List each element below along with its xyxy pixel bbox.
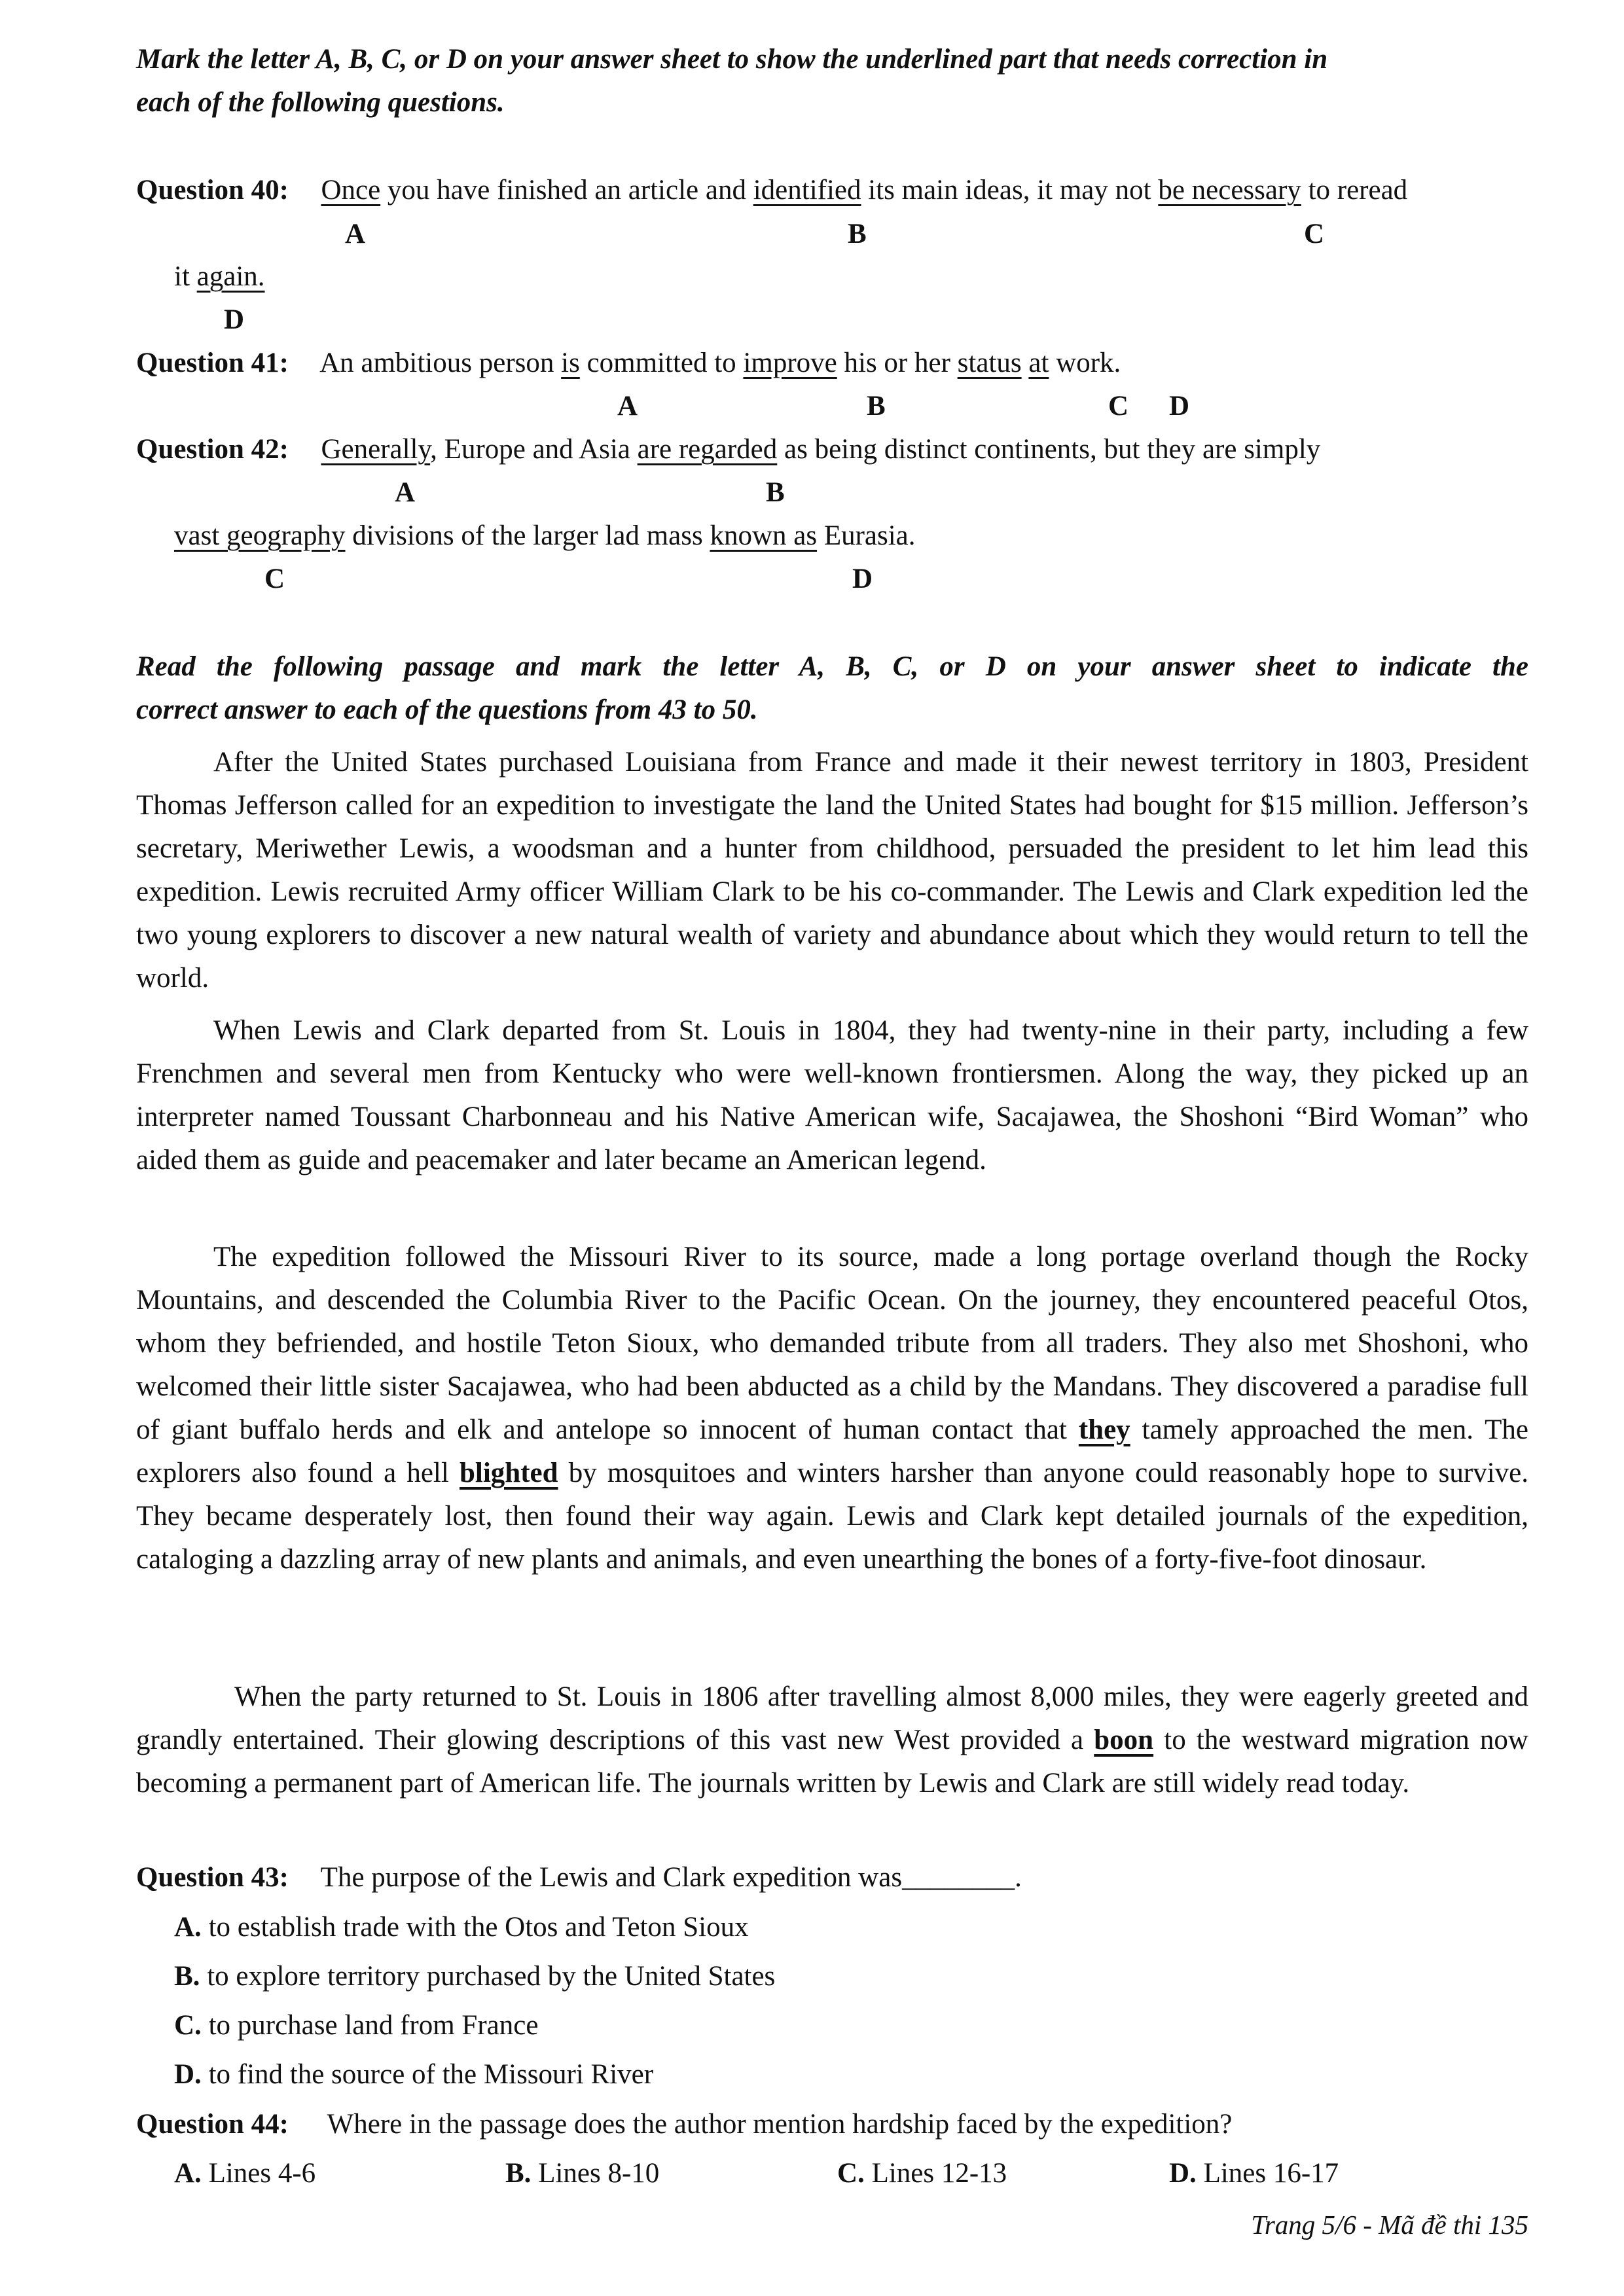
q41-letter-c: C [1108, 391, 1129, 422]
option-text: to find the source of the Missouri River [201, 2059, 654, 2090]
passage-text: to the westward migration now becoming a permanent part of American life. The journals written by Lewis and Clark are still widely read today. [136, 1725, 1528, 1799]
question-41-label: Question 41: [136, 348, 289, 378]
q42-option-d-text[interactable]: known as [710, 520, 818, 551]
q41-option-d-text[interactable]: at [1028, 348, 1049, 378]
passage-paragraph-4 [136, 1676, 1528, 1805]
option-text: Lines 16-17 [1196, 2158, 1339, 2189]
q41-option-b-text[interactable]: improve [743, 348, 837, 378]
option-text: to establish trade with the Otos and Teton Sioux [201, 1912, 749, 1943]
q42-option-b-text[interactable]: are regarded [637, 434, 778, 465]
question-42 [136, 428, 1320, 471]
q41-letter-b: B [867, 391, 886, 422]
option-letter: A. [174, 1912, 202, 1943]
q40-option-b-text[interactable]: identified [753, 175, 861, 206]
q43-option-a[interactable] [174, 1906, 749, 1949]
highlighted-word-boon: boon [1094, 1725, 1154, 1755]
q41-option-a-text[interactable]: is [561, 348, 580, 378]
question-44-text: Where in the passage does the author mention hardship faced by the expedition? [327, 2109, 1233, 2140]
q41-letter-d: D [1169, 391, 1190, 422]
option-letter: B. [174, 1961, 200, 1992]
q40-text: it [174, 261, 197, 292]
option-text: Lines 8-10 [531, 2158, 660, 2189]
passage-text: tamely approached the men. The explorers also found a hell [136, 1414, 1529, 1488]
question-43 [136, 1856, 1022, 1899]
q41-text: work. [1049, 348, 1121, 378]
q40-text: you have finished an article and [380, 175, 753, 206]
q42-text: as being distinct continents, but they are simply [777, 434, 1321, 465]
q43-option-d[interactable] [174, 2053, 653, 2096]
q41-text: committed to [579, 348, 744, 378]
option-letter: C. [837, 2158, 865, 2189]
q40-letter-b: B [848, 219, 867, 249]
q41-text: his or her [837, 348, 958, 378]
q40-letter-a: A [345, 219, 366, 249]
q42-text: Eurasia. [817, 520, 916, 551]
q42-letter-d: D [852, 564, 873, 594]
option-letter: D. [1169, 2158, 1197, 2189]
q41-text: An ambitious person [319, 348, 562, 378]
option-text: to purchase land from France [201, 2010, 539, 2041]
q42-text: divisions of the larger lad mass [345, 520, 710, 551]
question-40-line2 [174, 255, 265, 298]
q40-letter-c: C [1304, 219, 1325, 249]
q43-option-b[interactable] [174, 1955, 775, 1998]
passage-paragraph-2: When Lewis and Clark departed from St. Louis in 1804, they had twenty-nine in their party, including a few Frenchmen and several men from Kentucky who were well-known frontiersmen. Along the way, they picked up an interpreter named Toussant Charbonneau and his Native American wife, Sacajawea, the Shoshoni “Bird Woman” who aided them as guide and peacemaker and later became an American legend. [136, 1015, 1528, 1175]
question-44 [136, 2103, 1232, 2146]
question-41 [136, 342, 1121, 385]
q42-option-c-text[interactable]: vast geography [174, 520, 346, 551]
q42-letter-c: C [264, 564, 285, 594]
option-text: Lines 12-13 [864, 2158, 1007, 2189]
q44-option-b[interactable] [505, 2152, 659, 2195]
q41-letter-a: A [617, 391, 638, 422]
q44-option-d[interactable] [1169, 2152, 1339, 2195]
highlighted-word-blighted: blighted [459, 1458, 558, 1488]
passage-text: by mosquitoes and winters harsher than anyone could reasonably hope to survive. They became desperately lost, then found their way again. Lewis and Clark kept detailed journals of the expedition, cataloging a dazzling array of new plants and animals, and even unearthing the bones of a forty-five-foot dinosaur. [136, 1458, 1529, 1575]
question-43-text: The purpose of the Lewis and Clark expedition was________. [320, 1862, 1022, 1893]
question-42-label: Question 42: [136, 434, 289, 465]
reading-instruction-line1: Read the following passage and mark the letter A, B, C, or D on your answer sheet to indicate the [136, 651, 1528, 682]
q40-option-d-text[interactable]: again. [196, 261, 265, 292]
passage-paragraph-3 [136, 1236, 1528, 1581]
question-40-label: Question 40: [136, 175, 289, 206]
option-letter: D. [174, 2059, 202, 2090]
question-44-label: Question 44: [136, 2109, 289, 2140]
q44-option-a[interactable] [174, 2152, 316, 2195]
q44-option-c[interactable] [837, 2152, 1007, 2195]
q40-option-a-text[interactable]: Once [321, 175, 381, 206]
highlighted-word-they: they [1078, 1414, 1130, 1445]
option-text: Lines 4-6 [201, 2158, 316, 2189]
q42-option-a-text[interactable]: Generally [321, 434, 431, 465]
question-43-label: Question 43: [136, 1862, 289, 1893]
reading-instruction-line2: correct answer to each of the questions from 43 to 50. [136, 694, 758, 725]
option-text: to explore territory purchased by the United States [200, 1961, 776, 1992]
q40-option-c-text[interactable]: be necessary [1158, 175, 1301, 206]
q42-text: , Europe and Asia [430, 434, 638, 465]
question-40 [136, 169, 1407, 212]
page-footer: Trang 5/6 - Mã đề thi 135 [1251, 2210, 1528, 2240]
option-letter: B. [505, 2158, 532, 2189]
q40-text: to reread [1301, 175, 1408, 206]
passage-text: The expedition followed the Missouri River to its source, made a long portage overland though the Rocky Mountains, and descended the Columbia River to the Pacific Ocean. On the journey, they encountered peaceful Otos, whom they befriended, and hostile Teton Sioux, who demanded tribute from all traders. They also met Shoshoni, who welcomed their little sister Sacajawea, who had been abducted as a child by the Mandans. They discovered a paradise full of giant buffalo herds and elk and antelope so innocent of human contact that [136, 1242, 1528, 1445]
q43-option-c[interactable] [174, 2004, 538, 2047]
passage-text: When the party returned to St. Louis in 1806 after travelling almost 8,000 miles, they were eagerly greeted and grandly entertained. Their glowing descriptions of this vast new West provided a [136, 1681, 1528, 1755]
q41-option-c-text[interactable]: status [957, 348, 1022, 378]
q42-letter-a: A [395, 477, 416, 508]
q40-letter-d: D [224, 304, 245, 335]
passage-paragraph-1: After the United States purchased Louisiana from France and made it their newest territory in 1803, President Thomas Jefferson called for an expedition to investigate the land the United States had bought for $15 million. Jefferson’s secretary, Meriwether Lewis, a woodsman and a hunter from childhood, persuaded the president to let him lead this expedition. Lewis recruited Army officer William Clark to be his co-commander. The Lewis and Clark expedition led the two young explorers to discover a new natural wealth of variety and abundance about which they would return to tell the world. [136, 747, 1528, 994]
option-letter: C. [174, 2010, 202, 2041]
error-instruction-line1: Mark the letter A, B, C, or D on your answer sheet to show the underlined part that needs correction in [136, 44, 1328, 75]
q41-text [1022, 348, 1029, 378]
error-instruction-line2: each of the following questions. [136, 87, 505, 118]
option-letter: A. [174, 2158, 202, 2189]
q42-letter-b: B [766, 477, 785, 508]
question-42-line2 [174, 514, 916, 558]
q40-text: its main ideas, it may not [861, 175, 1159, 206]
